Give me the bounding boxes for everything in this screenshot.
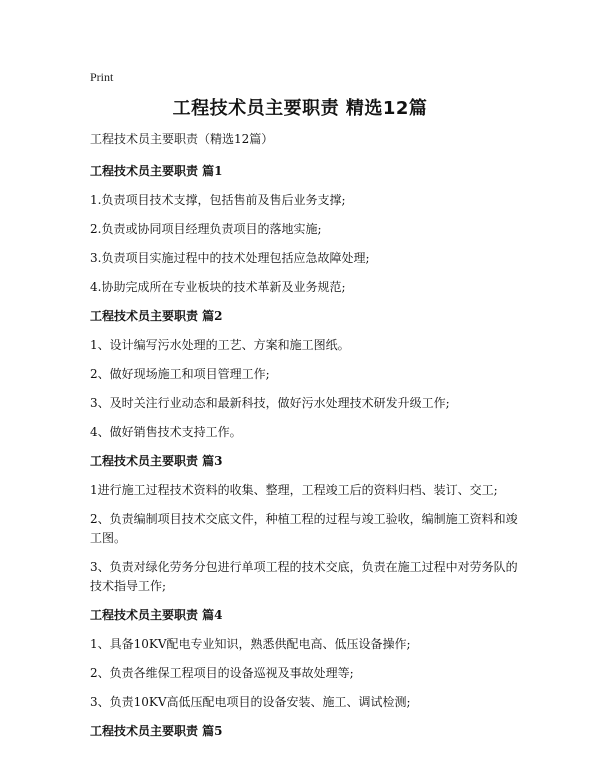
section-5 [90,722,520,741]
list-item: 1、具备10KV配电专业知识，熟悉供配电高、低压设备操作; [90,637,411,651]
document-body [90,130,520,751]
section-heading: 工程技术员主要职责 篇1 [90,164,223,178]
section-3 [90,452,520,596]
list-item: 4.协助完成所在专业板块的技术革新及业务规范; [90,280,346,294]
section-heading: 工程技术员主要职责 篇3 [90,454,223,468]
list-item: 3、及时关注行业动态和最新科技，做好污水处理技术研发升级工作; [90,396,450,410]
list-item: 2.负责或协同项目经理负责项目的落地实施; [90,222,322,236]
list-item: 2、负责各维保工程项目的设备巡视及事故处理等; [90,666,354,680]
section-heading: 工程技术员主要职责 篇4 [90,608,223,622]
list-item: 3.负责项目实施过程中的技术处理包括应急故障处理; [90,251,370,265]
section-heading: 工程技术员主要职责 篇5 [90,724,223,738]
section-heading: 工程技术员主要职责 篇2 [90,309,223,323]
list-item: 1、设计编写污水处理的工艺、方案和施工图纸。 [90,338,350,352]
list-item: 3、负责10KV高低压配电项目的设备安装、施工、调试检测; [90,695,411,709]
list-item: 2、负责编制项目技术交底文件，种植工程的过程与竣工验收，编制施工资料和竣工图。 [90,512,518,545]
list-item: 4、做好销售技术支持工作。 [90,425,242,439]
section-1 [90,162,520,297]
list-item: 1进行施工过程技术资料的收集、整理，工程竣工后的资料归档、装订、交工; [90,483,498,497]
section-2 [90,307,520,442]
document-title: 工程技术员主要职责 精选12篇 [172,98,428,119]
print-link[interactable]: Print [90,70,114,84]
section-4 [90,606,520,712]
list-item: 3、负责对绿化劳务分包进行单项工程的技术交底，负责在施工过程中对劳务队的技术指导工作; [90,560,518,593]
list-item: 2、做好现场施工和项目管理工作; [90,367,270,381]
list-item: 1.负责项目技术支撑，包括售前及售后业务支撑; [90,193,346,207]
document-subtitle: 工程技术员主要职责（精选12篇） [90,132,274,146]
